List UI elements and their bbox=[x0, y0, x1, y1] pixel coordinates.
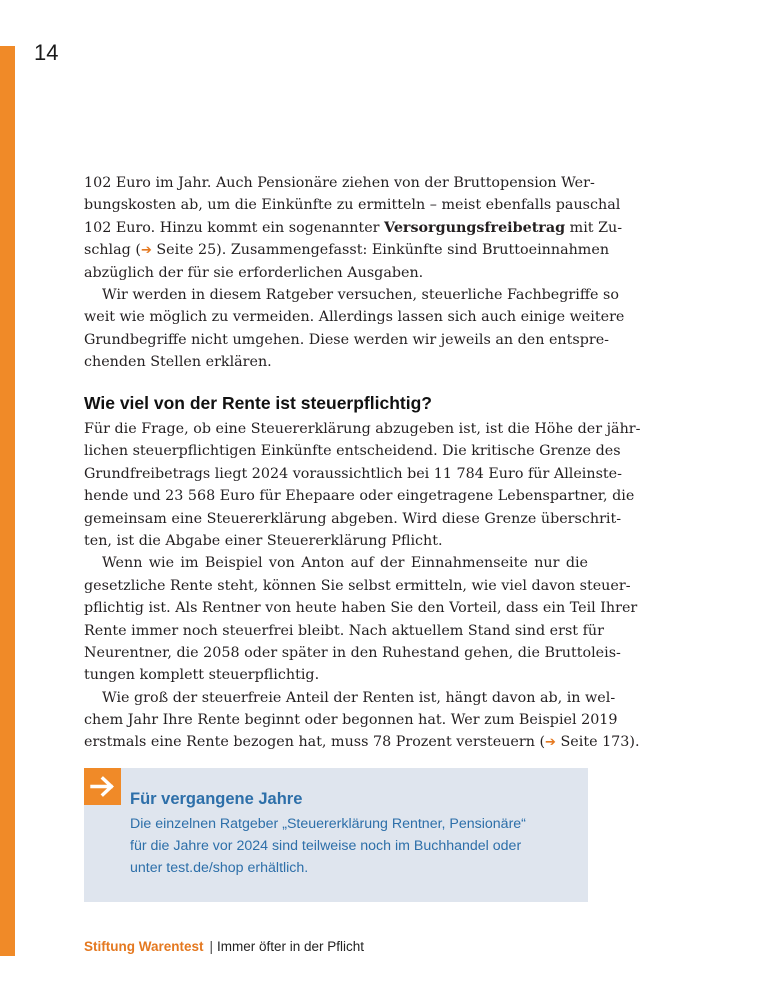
text-line: lichen steuerpflichtigen Einkünfte entscheidend. Die kritische Grenze des bbox=[84, 443, 621, 460]
page-footer bbox=[84, 939, 364, 954]
text-line: bungskosten ab, um die Einkünfte zu ermitteln – meist ebenfalls pauschal bbox=[84, 197, 621, 214]
page-number: 14 bbox=[34, 40, 59, 65]
tip-line: unter test.de/shop erhältlich. bbox=[130, 860, 309, 876]
cross-reference-link[interactable]: Seite 25). Zusammengefasst: Einkünfte sind Bruttoeinnahmen bbox=[151, 242, 610, 259]
cross-reference-link[interactable]: Seite 173). bbox=[555, 734, 640, 751]
text-line: abzüglich der für sie erforderlichen Ausgaben. bbox=[84, 264, 424, 281]
cross-reference-arrow-icon: ➔ bbox=[545, 735, 556, 751]
footer-title: Immer öfter in der Pflicht bbox=[217, 939, 365, 954]
cross-reference-arrow-icon: ➔ bbox=[140, 243, 152, 259]
text-line: schlag (➔ Seite 25). Zusammengefasst: Einkünfte sind Bruttoeinnahmen bbox=[84, 242, 610, 259]
tip-line: für die Jahre vor 2024 sind teilweise noch im Buchhandel oder bbox=[130, 838, 522, 854]
text-line: tungen komplett steuerpflichtig. bbox=[84, 667, 320, 684]
text-line: gesetzliche Rente steht, können Sie selbst ermitteln, wie viel davon steuer- bbox=[84, 577, 631, 594]
term-versorgungsfreibetrag: Versorgungsfreibetrag bbox=[384, 219, 566, 236]
text-line: Grundfreibetrags liegt 2024 voraussichtlich bei 11 784 Euro für Alleinste- bbox=[84, 465, 622, 482]
text-line: Grundbegriffe nicht umgehen. Diese werden wir jeweils an den entspre- bbox=[84, 331, 609, 348]
section-heading: Wie viel von der Rente ist steuerpflichtig? bbox=[84, 393, 432, 413]
arrow-right-icon bbox=[84, 768, 121, 805]
text-line: Wenn wie im Beispiel von Anton auf der Einnahmenseite nur die bbox=[102, 555, 588, 572]
text-line: ten, ist die Abgabe einer Steuererklärung Pflicht. bbox=[84, 532, 443, 549]
section-paragraphs bbox=[84, 418, 641, 754]
text-line: Rente immer noch steuerfrei bleibt. Nach aktuellem Stand sind erst für bbox=[84, 622, 604, 639]
text-line: gemeinsam eine Steuererklärung abgeben. Wird diese Grenze überschrit- bbox=[84, 510, 622, 527]
tip-line: Die einzelnen Ratgeber „Steuererklärung Rentner, Pensionäre“ bbox=[130, 816, 526, 832]
text-line: Neurentner, die 2058 oder später in den Ruhestand gehen, die Bruttoleis- bbox=[84, 644, 621, 661]
footer-separator: | bbox=[209, 939, 214, 954]
text-line: Wir werden in diesem Ratgeber versuchen, steuerliche Fachbegriffe so bbox=[102, 286, 619, 303]
text-line: Wie groß der steuerfreie Anteil der Renten ist, hängt davon ab, in wel- bbox=[102, 689, 616, 706]
footer-brand: Stiftung Warentest bbox=[84, 939, 204, 954]
text-line: 102 Euro im Jahr. Auch Pensionäre ziehen von der Bruttopension Wer- bbox=[84, 175, 595, 191]
text-line: chem Jahr Ihre Rente beginnt oder begonnen hat. Wer zum Beispiel 2019 bbox=[84, 712, 618, 729]
text-line: Für die Frage, ob eine Steuererklärung abzugeben ist, ist die Höhe der jähr- bbox=[84, 421, 641, 437]
intro-paragraphs bbox=[84, 172, 625, 374]
text-line: chenden Stellen erklären. bbox=[84, 354, 272, 371]
tip-body bbox=[130, 813, 526, 879]
text-line: erstmals eine Rente bezogen hat, muss 78 Prozent versteuern (➔ Seite 173). bbox=[84, 734, 640, 751]
tip-title: Für vergangene Jahre bbox=[130, 790, 303, 808]
text-line: pflichtig ist. Als Rentner von heute haben Sie den Vorteil, dass ein Teil Ihrer bbox=[84, 600, 638, 617]
text-line: hende und 23 568 Euro für Ehepaare oder eingetragene Lebenspartner, die bbox=[84, 488, 635, 505]
text-line: weit wie möglich zu vermeiden. Allerdings lassen sich auch einige weitere bbox=[84, 309, 625, 326]
text-line: 102 Euro. Hinzu kommt ein sogenannter Versorgungsfreibetrag mit Zu- bbox=[84, 219, 623, 236]
side-accent-bar bbox=[0, 46, 15, 956]
